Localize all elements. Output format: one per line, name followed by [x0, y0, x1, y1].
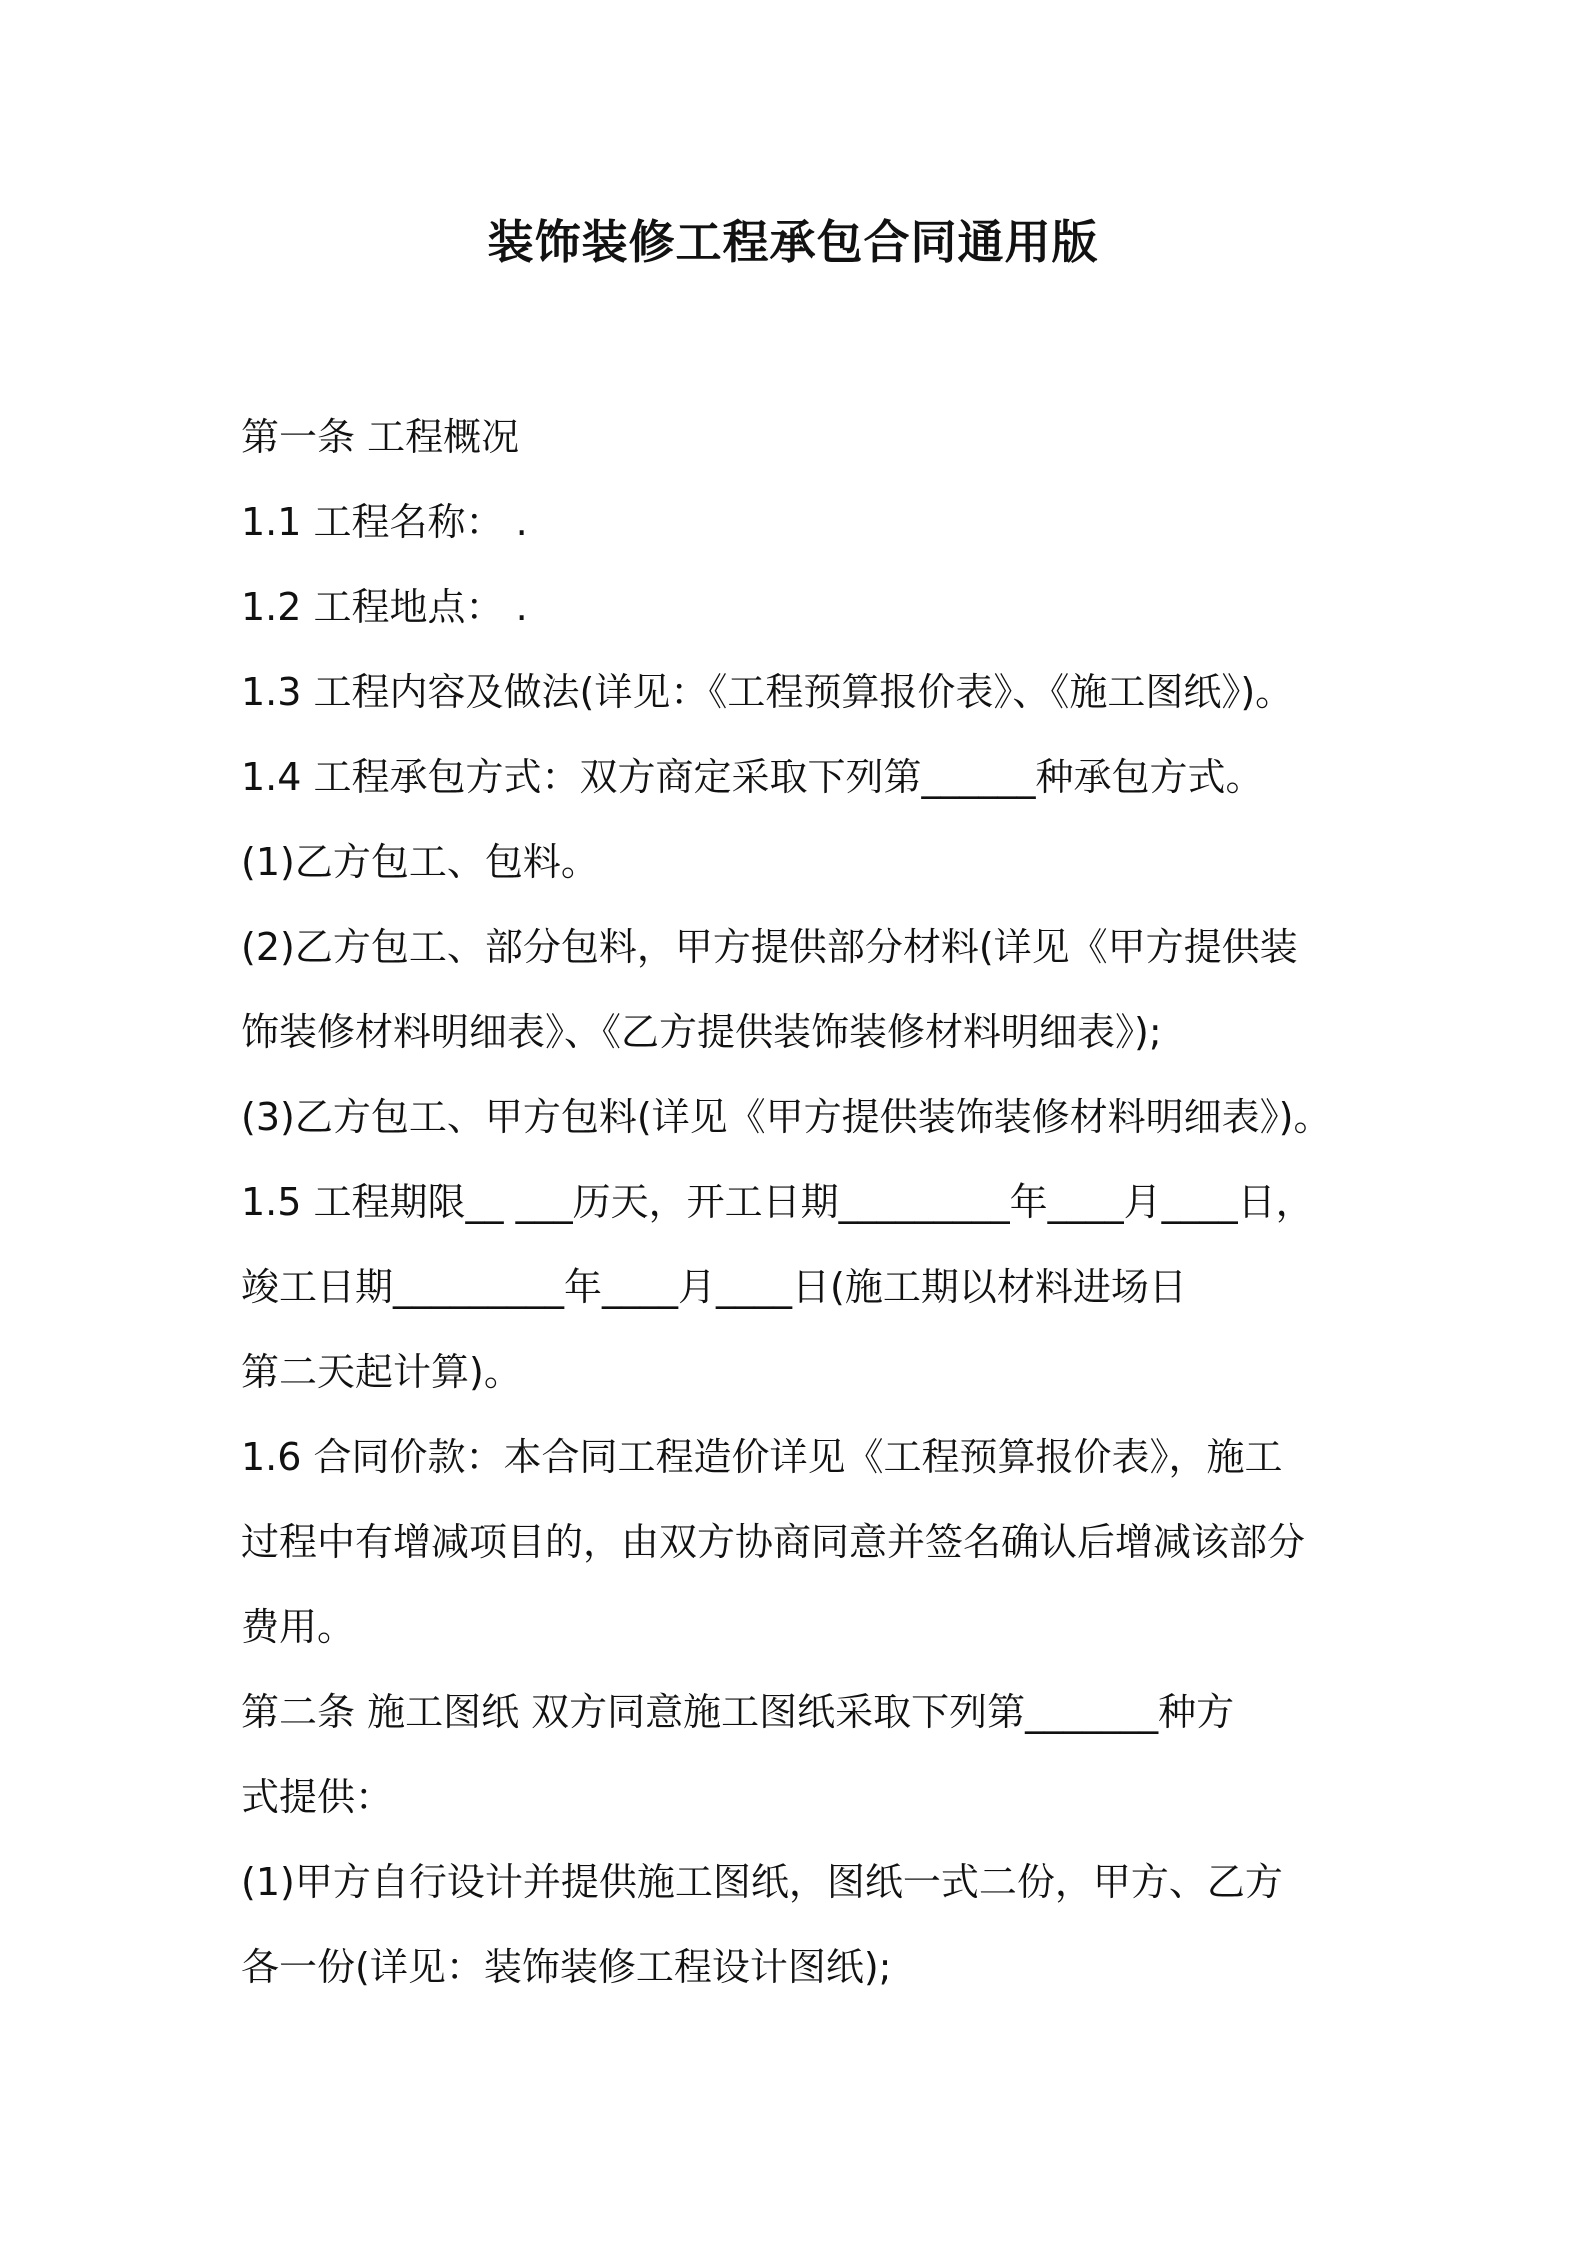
text-line: 竣工日期_________年____月____日(施工期以材料进场日	[241, 1265, 1187, 1309]
text-line: 第一条 工程概况	[241, 415, 520, 459]
text-line: 饰装修材料明细表》、《乙方提供装饰装修材料明细表》);	[241, 1010, 1162, 1054]
text-line: 1.5 工程期限__ ___历天，开工日期_________年____月____日，	[241, 1180, 1314, 1224]
text-line: 各一份(详见：装饰装修工程设计图纸);	[241, 1945, 892, 1989]
text-line: 费用。	[241, 1605, 356, 1649]
text-line: 1.2 工程地点： .	[241, 585, 528, 629]
text-line: 1.1 工程名称： .	[241, 500, 528, 544]
text-line: 1.6 合同价款：本合同工程造价详见《工程预算报价表》，施工	[241, 1435, 1283, 1479]
document-title: 装饰装修工程承包合同通用版	[487, 215, 1099, 269]
text-line: 式提供：	[241, 1775, 394, 1819]
text-line: (2)乙方包工、部分包料，甲方提供部分材料(详见《甲方提供装	[241, 925, 1298, 969]
text-line: 第二天起计算)。	[241, 1350, 522, 1394]
text-line: 1.3 工程内容及做法(详见：《工程预算报价表》、《施工图纸》)。	[241, 670, 1294, 714]
text-line: 1.4 工程承包方式：双方商定采取下列第______种承包方式。	[241, 755, 1264, 799]
text-line: 过程中有增减项目的，由双方协商同意并签名确认后增减该部分	[241, 1520, 1306, 1564]
text-line: (1)甲方自行设计并提供施工图纸，图纸一式二份，甲方、乙方	[241, 1860, 1283, 1904]
text-line: 第二条 施工图纸 双方同意施工图纸采取下列第_______种方	[241, 1690, 1235, 1734]
text-line: (3)乙方包工、甲方包料(详见《甲方提供装饰装修材料明细表》)。	[241, 1095, 1332, 1139]
text-line: (1)乙方包工、包料。	[241, 840, 599, 884]
